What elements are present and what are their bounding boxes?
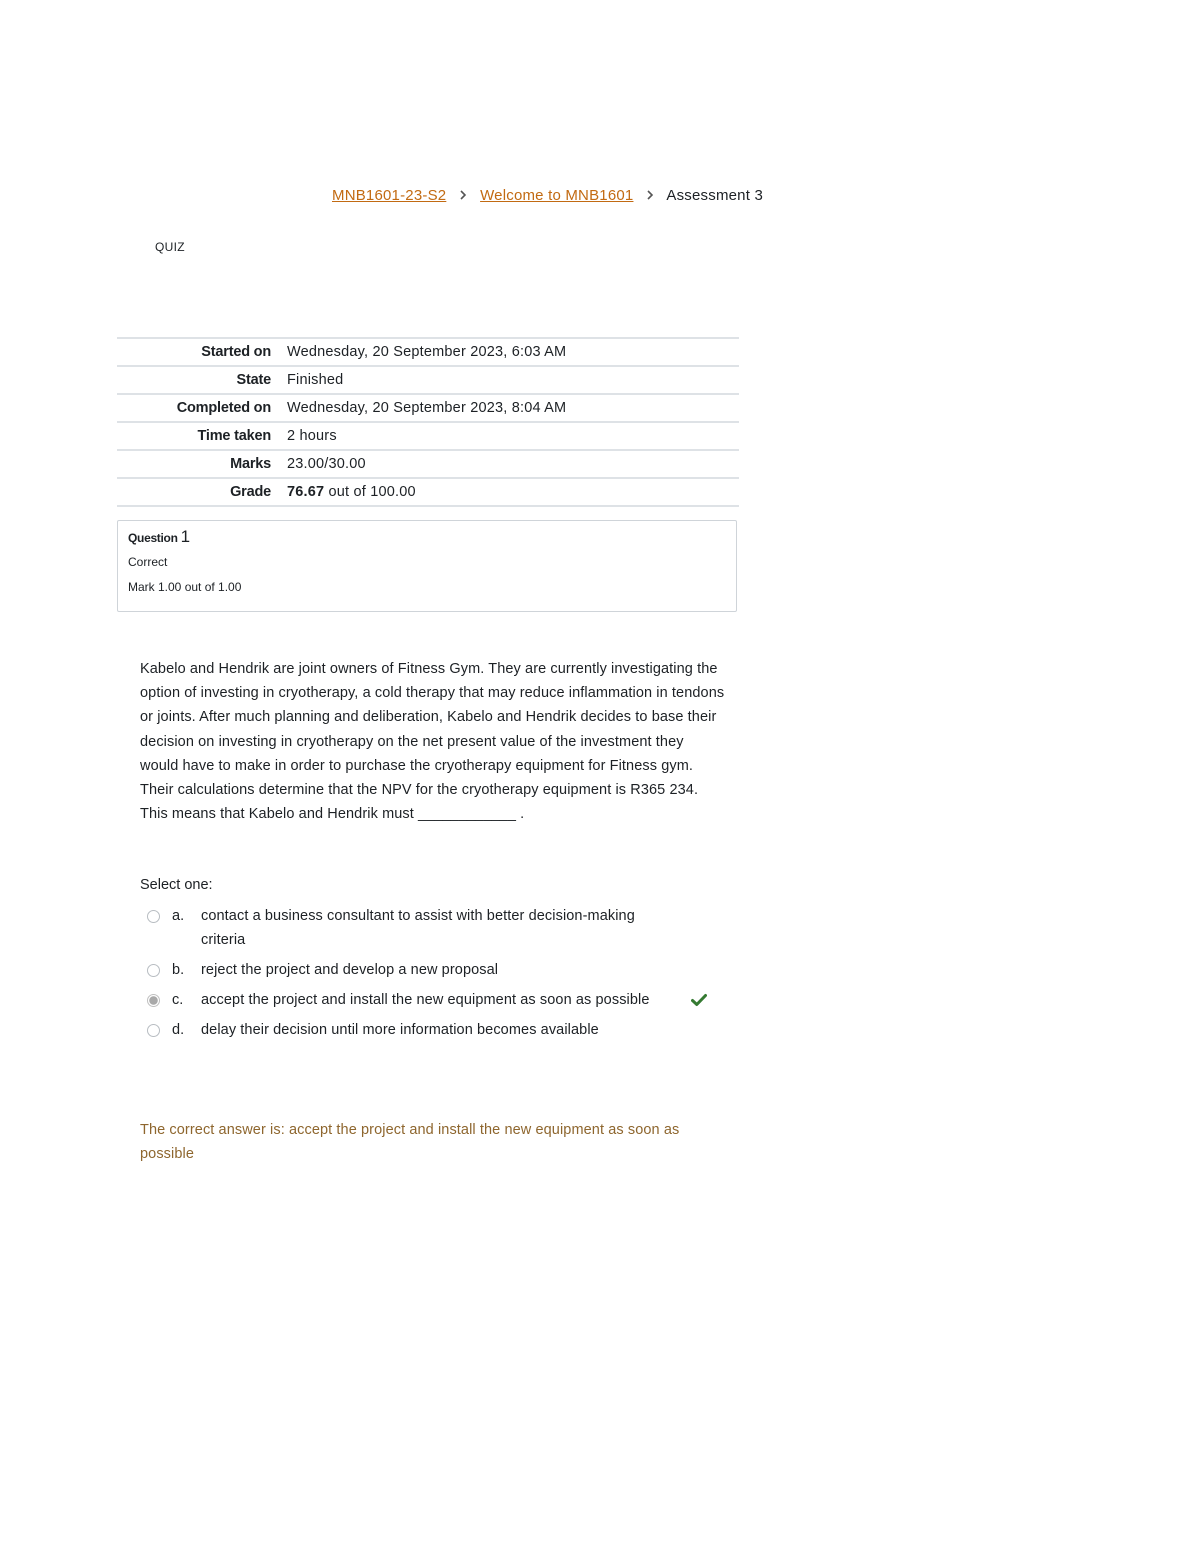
summary-row-grade	[117, 478, 739, 506]
answer-label: contact a business consultant to assist with better decision-making criteria	[201, 908, 635, 948]
breadcrumb-current: Assessment 3	[666, 187, 763, 204]
summary-row-time-taken	[117, 422, 739, 450]
summary-row-completed	[117, 394, 739, 422]
radio-button[interactable]	[147, 910, 160, 923]
answer-letter: c.	[172, 992, 184, 1008]
answer-list	[147, 904, 717, 1048]
breadcrumb	[0, 187, 1095, 204]
summary-label: Time taken	[197, 428, 271, 444]
correct-answer-feedback: The correct answer is: accept the project and install the new equipment as soon as possible	[140, 1122, 680, 1162]
attempt-summary-table	[117, 337, 739, 507]
summary-value: 23.00/30.00	[287, 456, 366, 472]
check-icon	[691, 993, 707, 1007]
question-state: Correct	[128, 555, 168, 569]
summary-label: Marks	[230, 456, 271, 472]
summary-label: Started on	[201, 344, 271, 360]
answer-option-c	[147, 988, 717, 1012]
answer-option-b	[147, 958, 717, 982]
answer-prompt: Select one:	[140, 877, 213, 893]
summary-value: Finished	[287, 372, 344, 388]
answer-label: delay their decision until more information becomes available	[201, 1022, 599, 1038]
question-label: Question	[128, 531, 181, 545]
summary-label: Grade	[230, 484, 271, 500]
grade-suffix: out of 100.00	[324, 484, 416, 500]
summary-value	[287, 478, 739, 506]
question-info-box	[117, 520, 737, 612]
summary-value: 2 hours	[287, 428, 337, 444]
radio-button[interactable]	[147, 1024, 160, 1037]
breadcrumb-link-course[interactable]: MNB1601-23-S2	[332, 187, 447, 204]
radio-button[interactable]	[147, 964, 160, 977]
summary-label: State	[236, 372, 271, 388]
question-number-value: 1	[180, 527, 190, 546]
answer-letter: d.	[172, 1022, 185, 1038]
chevron-right-icon	[458, 190, 468, 200]
activity-type-label: QUIZ	[155, 240, 185, 254]
summary-label: Completed on	[176, 400, 271, 416]
answer-label: accept the project and install the new equipment as soon as possible	[201, 992, 650, 1008]
answer-option-d	[147, 1018, 717, 1042]
question-text: Kabelo and Hendrik are joint owners of Fitness Gym. They are currently investigating the option of investing in cryotherapy, a cold therapy that may reduce inflammation in tendons or joints. After much planning and deliberation, Kabelo and Hendrik decides to base their decision on investing in cryotherapy on the net present value of the investment they would have to make in order to purchase the cryotherapy equipment for Fitness gym. Their calculations determine that the NPV for the cryotherapy equipment is R365 234. This means that Kabelo and Hendrik must ____________ .	[140, 661, 725, 823]
grade-score: 76.67	[287, 484, 325, 500]
answer-letter: b.	[172, 962, 185, 978]
breadcrumb-link-welcome[interactable]: Welcome to MNB1601	[480, 187, 634, 204]
summary-row-marks	[117, 450, 739, 478]
summary-row-started	[117, 338, 739, 366]
chevron-right-icon	[645, 190, 655, 200]
answer-option-a	[147, 904, 717, 952]
radio-button-selected[interactable]	[147, 994, 160, 1007]
question-mark: Mark 1.00 out of 1.00	[128, 580, 242, 594]
summary-value: Wednesday, 20 September 2023, 6:03 AM	[287, 344, 567, 360]
summary-row-state	[117, 366, 739, 394]
answer-label: reject the project and develop a new proposal	[201, 962, 499, 978]
summary-value: Wednesday, 20 September 2023, 8:04 AM	[287, 400, 567, 416]
question-number	[128, 527, 726, 547]
answer-letter: a.	[172, 908, 185, 924]
